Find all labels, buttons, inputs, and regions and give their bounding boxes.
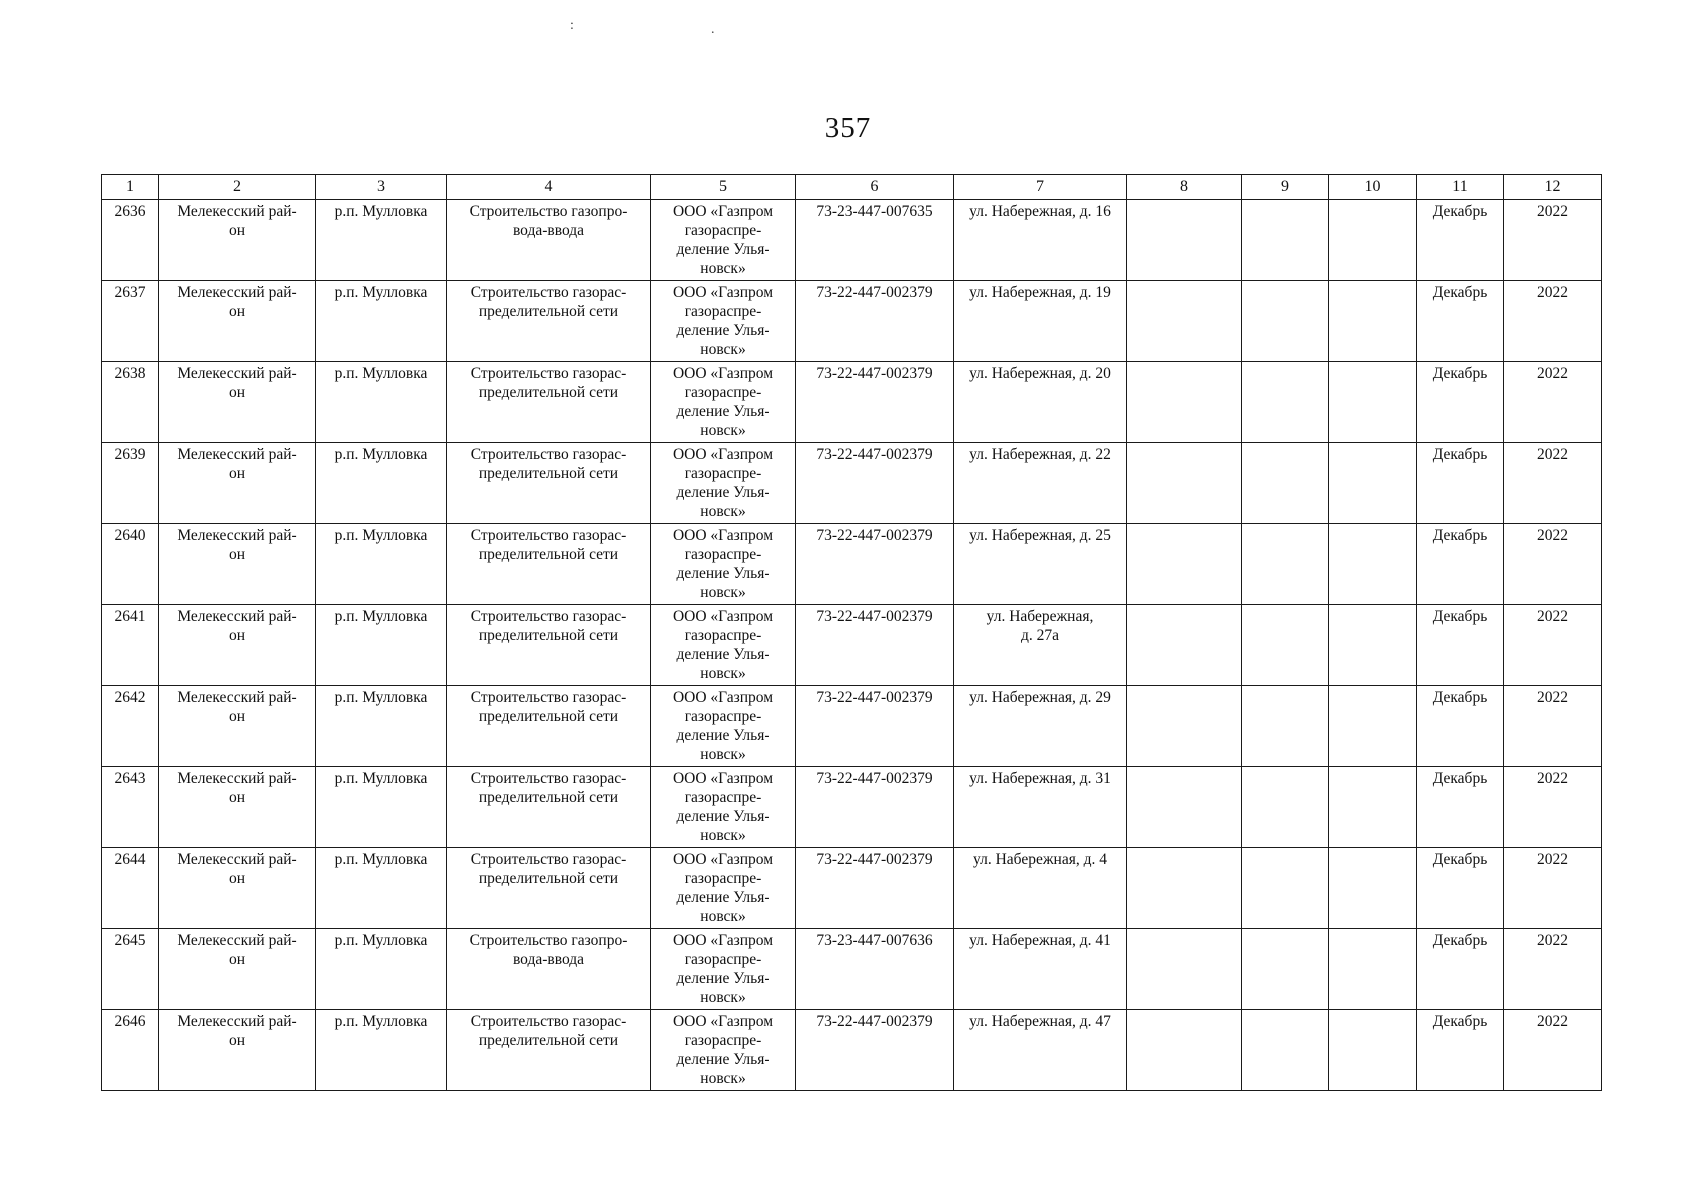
- address-cell: ул. Набережная, д. 29: [954, 686, 1127, 767]
- settlement-cell: р.п. Мулловка: [316, 686, 447, 767]
- table-row: [102, 929, 1602, 1010]
- column-8-cell: [1127, 929, 1242, 1010]
- column-header-3: 3: [316, 175, 447, 200]
- work-type-cell: Строительство газорас- пределительной сети: [447, 686, 651, 767]
- year-cell: 2022: [1504, 848, 1602, 929]
- scan-mark: .: [711, 22, 715, 37]
- district-cell: Мелекесский рай- он: [159, 767, 316, 848]
- column-10-cell: [1329, 767, 1417, 848]
- column-9-cell: [1242, 524, 1329, 605]
- column-10-cell: [1329, 686, 1417, 767]
- table-row: [102, 443, 1602, 524]
- table-row: [102, 848, 1602, 929]
- column-8-cell: [1127, 443, 1242, 524]
- month-cell: Декабрь: [1417, 1010, 1504, 1091]
- year-cell: 2022: [1504, 443, 1602, 524]
- row-number: 2639: [102, 443, 159, 524]
- column-header-9: 9: [1242, 175, 1329, 200]
- year-cell: 2022: [1504, 524, 1602, 605]
- object-code-cell: 73-22-447-002379: [796, 362, 954, 443]
- column-header-5: 5: [651, 175, 796, 200]
- object-code-cell: 73-22-447-002379: [796, 281, 954, 362]
- month-cell: Декабрь: [1417, 200, 1504, 281]
- column-9-cell: [1242, 605, 1329, 686]
- column-8-cell: [1127, 281, 1242, 362]
- table-row: [102, 1010, 1602, 1091]
- month-cell: Декабрь: [1417, 524, 1504, 605]
- column-header-12: 12: [1504, 175, 1602, 200]
- object-code-cell: 73-22-447-002379: [796, 605, 954, 686]
- row-number: 2643: [102, 767, 159, 848]
- column-10-cell: [1329, 362, 1417, 443]
- object-code-cell: 73-22-447-002379: [796, 443, 954, 524]
- month-cell: Декабрь: [1417, 281, 1504, 362]
- column-9-cell: [1242, 686, 1329, 767]
- month-cell: Декабрь: [1417, 362, 1504, 443]
- year-cell: 2022: [1504, 1010, 1602, 1091]
- settlement-cell: р.п. Мулловка: [316, 281, 447, 362]
- object-code-cell: 73-22-447-002379: [796, 767, 954, 848]
- settlement-cell: р.п. Мулловка: [316, 362, 447, 443]
- row-number: 2636: [102, 200, 159, 281]
- year-cell: 2022: [1504, 362, 1602, 443]
- settlement-cell: р.п. Мулловка: [316, 929, 447, 1010]
- row-number: 2646: [102, 1010, 159, 1091]
- scan-mark: :: [570, 18, 574, 33]
- column-10-cell: [1329, 929, 1417, 1010]
- column-8-cell: [1127, 605, 1242, 686]
- column-9-cell: [1242, 848, 1329, 929]
- address-cell: ул. Набережная, д. 19: [954, 281, 1127, 362]
- address-cell: ул. Набережная, д. 41: [954, 929, 1127, 1010]
- column-10-cell: [1329, 443, 1417, 524]
- work-type-cell: Строительство газорас- пределительной сети: [447, 767, 651, 848]
- table-body: [102, 200, 1602, 1091]
- row-number: 2642: [102, 686, 159, 767]
- district-cell: Мелекесский рай- он: [159, 362, 316, 443]
- column-10-cell: [1329, 281, 1417, 362]
- column-9-cell: [1242, 281, 1329, 362]
- settlement-cell: р.п. Мулловка: [316, 848, 447, 929]
- table-row: [102, 767, 1602, 848]
- month-cell: Декабрь: [1417, 605, 1504, 686]
- district-cell: Мелекесский рай- он: [159, 443, 316, 524]
- year-cell: 2022: [1504, 929, 1602, 1010]
- month-cell: Декабрь: [1417, 929, 1504, 1010]
- work-type-cell: Строительство газопро- вода-ввода: [447, 200, 651, 281]
- table-row: [102, 605, 1602, 686]
- address-cell: ул. Набережная, д. 16: [954, 200, 1127, 281]
- column-10-cell: [1329, 200, 1417, 281]
- table-row: [102, 524, 1602, 605]
- row-number: 2638: [102, 362, 159, 443]
- object-code-cell: 73-22-447-002379: [796, 686, 954, 767]
- work-type-cell: Строительство газопро- вода-ввода: [447, 929, 651, 1010]
- object-code-cell: 73-22-447-002379: [796, 524, 954, 605]
- organization-cell: ООО «Газпром газораспре- деление Улья- новск»: [651, 524, 796, 605]
- object-code-cell: 73-23-447-007635: [796, 200, 954, 281]
- table-row: [102, 200, 1602, 281]
- column-8-cell: [1127, 524, 1242, 605]
- organization-cell: ООО «Газпром газораспре- деление Улья- новск»: [651, 686, 796, 767]
- column-header-11: 11: [1417, 175, 1504, 200]
- month-cell: Декабрь: [1417, 443, 1504, 524]
- column-9-cell: [1242, 767, 1329, 848]
- column-header-1: 1: [102, 175, 159, 200]
- organization-cell: ООО «Газпром газораспре- деление Улья- новск»: [651, 848, 796, 929]
- column-8-cell: [1127, 848, 1242, 929]
- year-cell: 2022: [1504, 767, 1602, 848]
- settlement-cell: р.п. Мулловка: [316, 524, 447, 605]
- column-9-cell: [1242, 1010, 1329, 1091]
- object-code-cell: 73-23-447-007636: [796, 929, 954, 1010]
- organization-cell: ООО «Газпром газораспре- деление Улья- новск»: [651, 281, 796, 362]
- organization-cell: ООО «Газпром газораспре- деление Улья- новск»: [651, 200, 796, 281]
- column-10-cell: [1329, 848, 1417, 929]
- district-cell: Мелекесский рай- он: [159, 281, 316, 362]
- row-number: 2645: [102, 929, 159, 1010]
- column-8-cell: [1127, 686, 1242, 767]
- district-cell: Мелекесский рай- он: [159, 200, 316, 281]
- address-cell: ул. Набережная, д. 47: [954, 1010, 1127, 1091]
- column-9-cell: [1242, 200, 1329, 281]
- address-cell: ул. Набережная, д. 20: [954, 362, 1127, 443]
- work-type-cell: Строительство газорас- пределительной сети: [447, 1010, 651, 1091]
- column-header-7: 7: [954, 175, 1127, 200]
- address-cell: ул. Набережная, д. 4: [954, 848, 1127, 929]
- organization-cell: ООО «Газпром газораспре- деление Улья- новск»: [651, 605, 796, 686]
- column-8-cell: [1127, 200, 1242, 281]
- year-cell: 2022: [1504, 686, 1602, 767]
- work-type-cell: Строительство газорас- пределительной сети: [447, 605, 651, 686]
- registry-table: [101, 174, 1602, 1091]
- column-9-cell: [1242, 362, 1329, 443]
- address-cell: ул. Набережная, д. 22: [954, 443, 1127, 524]
- district-cell: Мелекесский рай- он: [159, 848, 316, 929]
- row-number: 2641: [102, 605, 159, 686]
- work-type-cell: Строительство газорас- пределительной сети: [447, 281, 651, 362]
- work-type-cell: Строительство газорас- пределительной сети: [447, 524, 651, 605]
- organization-cell: ООО «Газпром газораспре- деление Улья- новск»: [651, 767, 796, 848]
- month-cell: Декабрь: [1417, 686, 1504, 767]
- column-header-2: 2: [159, 175, 316, 200]
- row-number: 2644: [102, 848, 159, 929]
- column-9-cell: [1242, 929, 1329, 1010]
- address-cell: ул. Набережная, д. 31: [954, 767, 1127, 848]
- settlement-cell: р.п. Мулловка: [316, 767, 447, 848]
- district-cell: Мелекесский рай- он: [159, 1010, 316, 1091]
- column-header-4: 4: [447, 175, 651, 200]
- column-number-header: [102, 175, 1602, 200]
- district-cell: Мелекесский рай- он: [159, 524, 316, 605]
- page-number: 357: [824, 112, 872, 144]
- organization-cell: ООО «Газпром газораспре- деление Улья- новск»: [651, 362, 796, 443]
- year-cell: 2022: [1504, 200, 1602, 281]
- district-cell: Мелекесский рай- он: [159, 929, 316, 1010]
- district-cell: Мелекесский рай- он: [159, 686, 316, 767]
- organization-cell: ООО «Газпром газораспре- деление Улья- новск»: [651, 443, 796, 524]
- row-number: 2637: [102, 281, 159, 362]
- table-row: [102, 362, 1602, 443]
- settlement-cell: р.п. Мулловка: [316, 1010, 447, 1091]
- column-8-cell: [1127, 362, 1242, 443]
- organization-cell: ООО «Газпром газораспре- деление Улья- новск»: [651, 1010, 796, 1091]
- work-type-cell: Строительство газорас- пределительной сети: [447, 443, 651, 524]
- column-8-cell: [1127, 767, 1242, 848]
- object-code-cell: 73-22-447-002379: [796, 848, 954, 929]
- organization-cell: ООО «Газпром газораспре- деление Улья- новск»: [651, 929, 796, 1010]
- settlement-cell: р.п. Мулловка: [316, 200, 447, 281]
- column-10-cell: [1329, 605, 1417, 686]
- month-cell: Декабрь: [1417, 767, 1504, 848]
- district-cell: Мелекесский рай- он: [159, 605, 316, 686]
- settlement-cell: р.п. Мулловка: [316, 443, 447, 524]
- address-cell: ул. Набережная, д. 25: [954, 524, 1127, 605]
- address-cell: ул. Набережная, д. 27а: [954, 605, 1127, 686]
- row-number: 2640: [102, 524, 159, 605]
- month-cell: Декабрь: [1417, 848, 1504, 929]
- year-cell: 2022: [1504, 281, 1602, 362]
- year-cell: 2022: [1504, 605, 1602, 686]
- column-10-cell: [1329, 1010, 1417, 1091]
- table-row: [102, 686, 1602, 767]
- column-header-6: 6: [796, 175, 954, 200]
- work-type-cell: Строительство газорас- пределительной сети: [447, 362, 651, 443]
- column-9-cell: [1242, 443, 1329, 524]
- work-type-cell: Строительство газорас- пределительной сети: [447, 848, 651, 929]
- settlement-cell: р.п. Мулловка: [316, 605, 447, 686]
- column-header-10: 10: [1329, 175, 1417, 200]
- column-10-cell: [1329, 524, 1417, 605]
- column-header-8: 8: [1127, 175, 1242, 200]
- table-row: [102, 281, 1602, 362]
- column-8-cell: [1127, 1010, 1242, 1091]
- object-code-cell: 73-22-447-002379: [796, 1010, 954, 1091]
